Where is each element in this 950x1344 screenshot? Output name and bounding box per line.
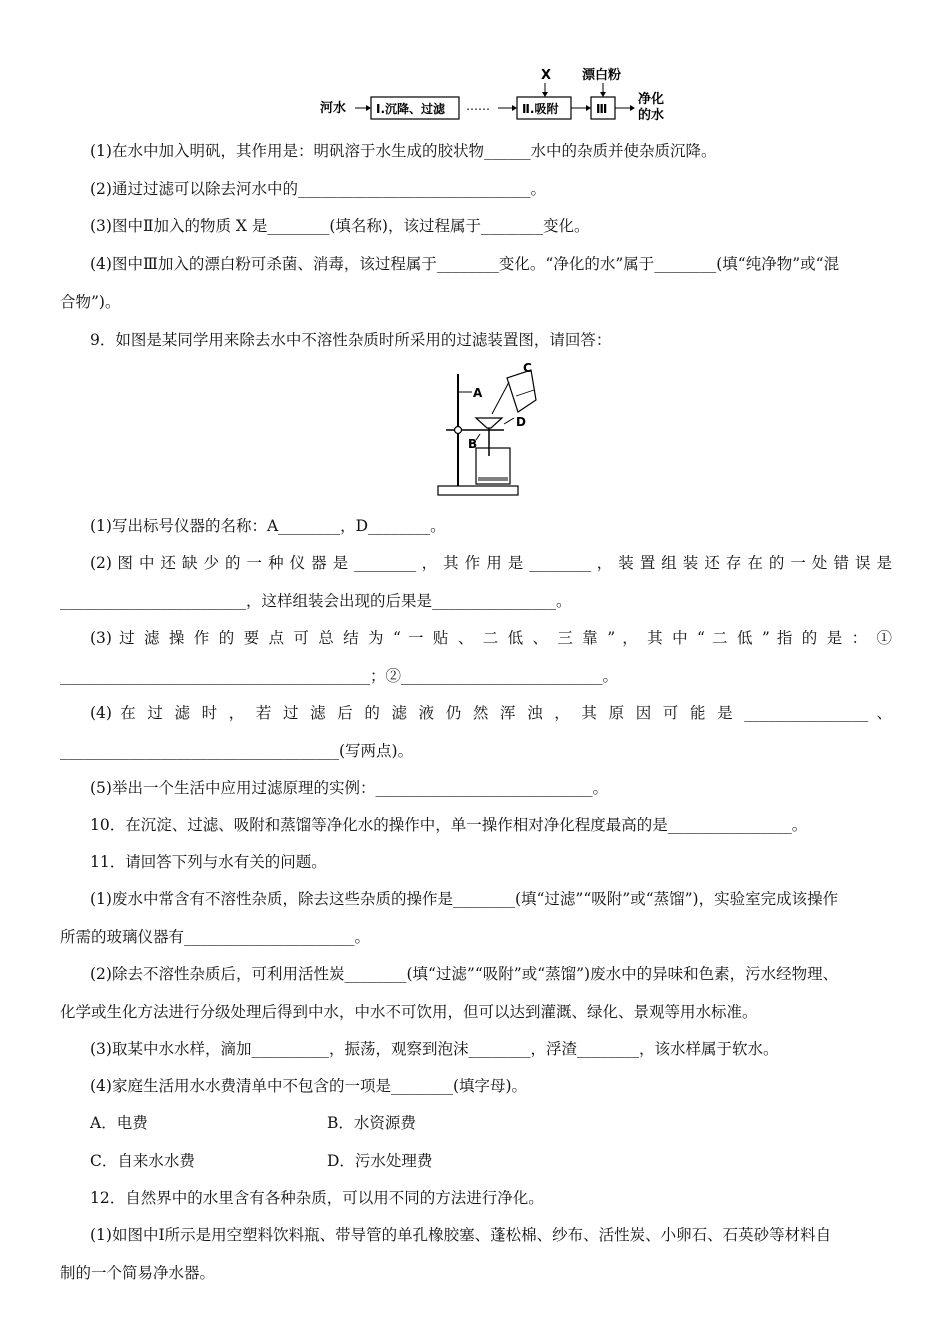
q11-stem: 11．请回答下列与水有关的问题。 <box>90 853 327 871</box>
flow-dots: …… <box>466 99 490 113</box>
option-b: B．水资源费 <box>327 1114 416 1132</box>
q8-part1: (1)在水中加入明矾，其作用是：明矾溶于水生成的胶状物______水中的杂质并使杂质沉降。 <box>90 142 717 160</box>
q9-part4-cont: ____________________________________(写两点)。 <box>60 742 414 760</box>
q8-part2: (2)通过过滤可以除去河水中的______________________________。 <box>90 180 546 198</box>
q10-stem: 10．在沉淀、过滤、吸附和蒸馏等净化水的操作中，单一操作相对净化程度最高的是________________。 <box>90 816 808 834</box>
q8-part4: (4)图中Ⅲ加入的漂白粉可杀菌、消毒，该过程属于________变化。“净化的水”属于________(填“纯净物”或“混 <box>90 255 840 273</box>
q9-part3-cont: ________________________________________；②__________________________。 <box>60 667 619 685</box>
q9-part1: (1)写出标号仪器的名称：A________，D________。 <box>90 517 446 535</box>
option-a: A．电费 <box>90 1114 148 1132</box>
q12-part1: (1)如图中Ⅰ所示是用空塑料饮料瓶、带导管的单孔橡胶塞、蓬松棉、纱布、活性炭、小卵石、石英砂等材料自 <box>90 1226 832 1244</box>
filtration-apparatus-figure <box>432 360 552 500</box>
q9-part2-cont: ________________________，这样组装会出现的后果是________________。 <box>60 592 572 610</box>
flow-x-label: X <box>541 68 552 83</box>
flow-output-label-1: 净化 <box>638 92 665 107</box>
q8-part3: (3)图中Ⅱ加入的物质 X 是________(填名称)，该过程属于________变化。 <box>90 217 590 235</box>
q9-part5: (5)举出一个生活中应用过滤原理的实例：____________________________。 <box>90 779 608 797</box>
q12-stem: 12．自然界中的水里含有各种杂质，可以用不同的方法进行净化。 <box>90 1189 544 1207</box>
label-d: D <box>516 415 526 429</box>
flow-output-label-2: 的水 <box>638 108 665 123</box>
option-c: C．自来水水费 <box>90 1152 195 1170</box>
label-a: A <box>473 386 483 400</box>
flow-step3-label: Ⅲ <box>596 102 608 116</box>
label-b: B <box>468 437 478 451</box>
q11-part4: (4)家庭生活用水水费清单中不包含的一项是________(填字母)。 <box>90 1077 528 1095</box>
flow-step2-label: Ⅱ.吸附 <box>522 102 559 116</box>
option-d: D．污水处理费 <box>327 1152 433 1170</box>
label-c: C <box>523 361 532 375</box>
q11-part2-cont: 化学或生化方法进行分级处理后得到中水，中水不可饮用，但可以达到灌溉、绿化、景观等用水标准。 <box>60 1003 758 1021</box>
q9-part4: (4) 在 过 滤 时 ， 若 过 滤 后 的 滤 液 仍 然 浑 浊 ， 其 原 因 可 能 是 ________________ 、 <box>90 704 892 722</box>
q9-part3: (3) 过 滤 操 作 的 要 点 可 总 结 为 “ 一 贴 、 二 低 、 三 靠 ” ， 其 中 “ 二 低 ” 指 的 是 ： ① <box>90 629 892 647</box>
q8-part4-cont: 合物”)。 <box>60 293 121 311</box>
water-purification-flow-diagram <box>310 62 680 124</box>
flow-bleach-label: 漂白粉 <box>582 68 622 83</box>
flow-step1-label: Ⅰ.沉降、过滤 <box>376 102 446 116</box>
q11-part2: (2)除去不溶性杂质后，可利用活性炭________(填“过滤”“吸附”或“蒸馏”)废水中的异味和色素，污水经物理、 <box>90 965 839 983</box>
flow-river-label: 河水 <box>320 101 347 116</box>
q11-part1-cont: 所需的玻璃仪器有______________________。 <box>60 928 371 946</box>
q12-part1-cont: 制的一个简易净水器。 <box>60 1264 216 1282</box>
q11-part3: (3)取某中水水样，滴加__________，振荡，观察到泡沫________，浮渣________，该水样属于软水。 <box>90 1040 779 1058</box>
q11-part1: (1)废水中常含有不溶性杂质，除去这些杂质的操作是________(填“过滤”“吸附”或“蒸馏”)，实验室完成该操作 <box>90 890 839 908</box>
q9-stem: 9．如图是某同学用来除去水中不溶性杂质时所采用的过滤装置图，请回答： <box>90 331 612 349</box>
q9-part2: (2) 图 中 还 缺 少 的 一 种 仪 器 是 ________ ， 其 作 用 是 ________ ， 装 置 组 装 还 存 在 的 一 处 错 误 是 <box>90 554 892 572</box>
